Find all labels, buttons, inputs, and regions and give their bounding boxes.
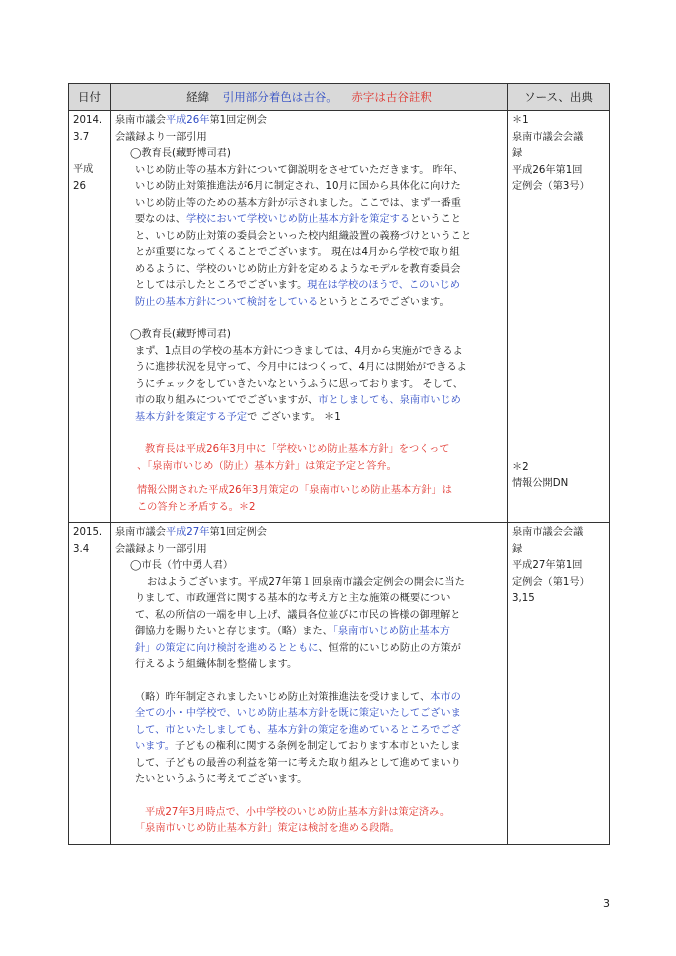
row1-src-line: 泉南市議会会議	[512, 131, 584, 143]
row2-excerpt-note: 会議録より一部引用	[115, 543, 207, 555]
header-note-blue: 引用部分着色は古谷。	[222, 90, 338, 104]
row1-annotation1-cont: 、「泉南市いじめ（防止）基本方針」は策定予定と答弁。	[137, 460, 397, 472]
row1-quote2: まず、1点目の学校の基本方針につきましては、4月から実施ができるよ うに進捗状況を見守って、今月中にはつくって、4月には開始ができるよ うにチェックをしていきたいなというふうに思っております。 そして、 市の取り組みについてでございますが、市としましても、泉南市いじめ 基本方針を策定する予定で ございます。 ＊1	[135, 345, 467, 423]
row1-annotation1: 教育長は平成26年3月中に「学校いじめ防止基本方針」をつくって	[145, 444, 450, 455]
row1-src-mark2: ＊2	[512, 461, 529, 473]
row1-src-dn: 情報公開DN	[512, 478, 569, 489]
row1-quote1: いじめ防止等の基本方針について御説明をさせていただきます。 昨年、 いじめ防止対策推進法が6月に制定され、10月に国から具体化に向けた いじめ防止等のための基本方針が示されました。ここでは、まず一番重 要なのは、学校において学校いじめ防止基本方針を策定するということ と、いじめ防止対策の委員会といった校内組織設置の義務づけということ とが重要になってくることでございます。 現在は4月から学校で取り組 めるように、学校のいじめ防止方針を定めるようなモデルを教育委員会 としては示したところでございます。現在は学校のほうで、このいじめ 防止の基本方針について検討をしているというところでございます。	[135, 164, 472, 308]
row2-title: 泉南市議会平成27年第1回定例会	[115, 527, 267, 538]
row2-src-line: 3,15	[512, 593, 535, 604]
row2-quote2: （略）昨年制定されましたいじめ防止対策推進法を受けまして、本市の 全ての小・中学校で、いじめ防止基本方針を既に策定いたしてございま して、市といたしましても、基本方針の策定を進めているところでござ います。子どもの権利に関する条例を制定しております本市といたしま して、子どもの最善の利益を第一に考えた取り組みとして進めてまいり たいというふうに考えてございます。	[135, 691, 461, 785]
header-main-label: 経緯	[186, 90, 210, 104]
row2-src-line: 平成27年第1回	[512, 560, 583, 571]
row2-source-cell	[508, 523, 610, 845]
row1-speaker2: ◯教育長(藏野博司君)	[130, 329, 231, 340]
row1-date-year: 2014.	[73, 115, 103, 126]
row2-main-cell	[111, 523, 508, 845]
header-date: 日付	[69, 84, 111, 111]
header-note-red: 赤字は古谷註釈	[351, 90, 432, 104]
row1-speaker1: ◯教育長(藏野博司君)	[130, 148, 231, 159]
row2-src-line: 定例会（第1号）	[512, 576, 590, 588]
page-number: 3	[603, 897, 610, 910]
row2-src-line: 泉南市議会会議	[512, 527, 584, 538]
row1-annotation2: 情報公開された平成26年3月策定の「泉南市いじめ防止基本方針」は この答弁と矛盾する。＊2	[137, 485, 452, 513]
row1-date-cell	[69, 111, 111, 523]
header-source: ソース、出典	[508, 84, 610, 111]
timeline-table	[68, 83, 610, 845]
row1-era-year: 26	[73, 180, 86, 192]
table-row	[69, 523, 610, 845]
row2-date-year: 2015.	[73, 527, 103, 538]
row1-era: 平成	[73, 164, 94, 175]
table-row	[69, 111, 610, 523]
row2-date-day: 3.4	[73, 543, 90, 555]
row1-src-line: 録	[512, 148, 523, 159]
row1-main-cell	[111, 111, 508, 523]
row1-src-line: 平成26年第1回	[512, 164, 583, 176]
row1-excerpt-note: 会議録より一部引用	[115, 131, 207, 143]
row1-date-day: 3.7	[73, 131, 90, 143]
row1-title: 泉南市議会平成26年第1回定例会	[115, 115, 267, 126]
row2-annotation1: 平成27年3月時点で、小中学校のいじめ防止基本方針は策定済み。 「泉南市いじめ防止基本方針」策定は検討を進める段階。	[135, 806, 451, 834]
row2-speaker1: ◯市長（竹中勇人君）	[130, 560, 234, 571]
row2-quote1: おはようございます。平成27年第１回泉南市議会定例会の開会に当た りまして、市政運営に関する基本的な考え方と主な施策の概要につい て、私の所信の一端を申し上げ、議員各位並びに市民の皆様の御理解と 御協力を賜りたいと存じます。（略）また、「泉南市いじめ防止基本方 針」の策定に向け検討を進めるとともに、恒常的にいじめ防止の方策が 行えるよう組織体制を整備します。	[135, 576, 465, 670]
row2-date-cell	[69, 523, 111, 845]
row1-source-cell	[508, 111, 610, 523]
row2-src-line: 録	[512, 543, 523, 555]
row1-src-line: 定例会（第3号）	[512, 181, 590, 192]
table-header-row	[69, 84, 610, 111]
row1-src-mark1: ＊1	[512, 115, 529, 126]
header-main	[111, 84, 508, 111]
